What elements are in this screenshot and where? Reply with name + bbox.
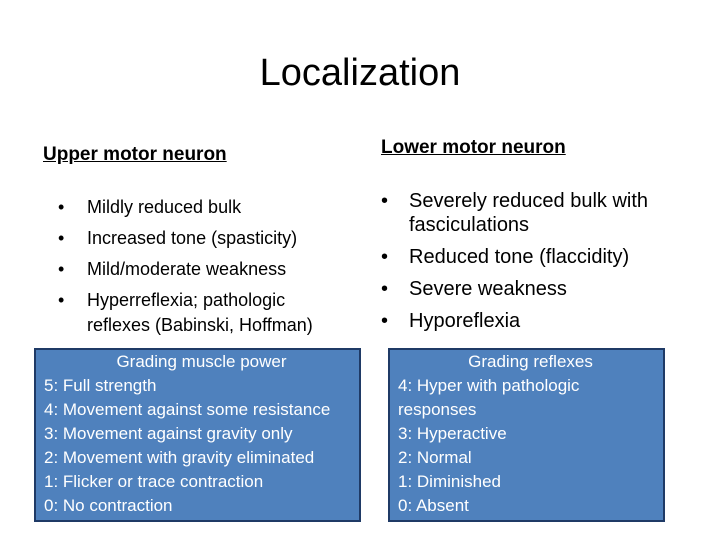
list-item — [58, 254, 358, 285]
grade-line: 3: Movement against gravity only — [44, 424, 293, 443]
grade-line: 0: Absent — [398, 496, 469, 515]
list-item-text: Severely reduced bulk with fasciculations — [409, 190, 649, 236]
list-item — [58, 223, 358, 254]
list-item — [58, 285, 358, 339]
list-item-text: Mild/moderate weakness — [87, 259, 287, 279]
grade-line: 1: Diminished — [398, 472, 501, 491]
grade-line: 4: Movement against some resistance — [44, 400, 331, 419]
list-item-text: Reduced tone (flaccidity) — [409, 246, 630, 268]
grade-line: 3: Hyperactive — [398, 424, 507, 443]
upper-motor-neuron-heading: Upper motor neuron — [43, 144, 227, 165]
list-item — [381, 245, 681, 269]
bullet-icon: • — [381, 190, 389, 212]
list-item-text: Severe weakness — [409, 278, 567, 300]
grade-line: 5: Full strength — [44, 376, 157, 395]
list-item-text-continued: reflexes (Babinski, Hoffman) — [87, 315, 313, 335]
bullet-icon: • — [58, 228, 65, 248]
grade-line: 4: Hyper with pathologic — [398, 376, 580, 395]
lower-motor-neuron-heading: Lower motor neuron — [381, 137, 566, 158]
bullet-icon: • — [58, 197, 65, 217]
box-title: Grading reflexes — [468, 352, 593, 371]
bullet-icon: • — [58, 290, 65, 310]
bullet-icon: • — [381, 278, 389, 300]
grade-line: 2: Movement with gravity eliminated — [44, 448, 315, 467]
upper-motor-neuron-list — [58, 192, 358, 339]
reflex-grading-box — [388, 348, 665, 522]
box-title: Grading muscle power — [116, 352, 287, 371]
list-item — [381, 189, 681, 237]
grade-line: 0: No contraction — [44, 496, 173, 515]
slide-title: Localization — [259, 52, 461, 94]
list-item — [58, 192, 358, 223]
list-item — [381, 309, 681, 333]
bullet-icon: • — [58, 259, 65, 279]
bullet-icon: • — [381, 310, 389, 332]
grade-line: 2: Normal — [398, 448, 472, 467]
bullet-icon: • — [381, 246, 389, 268]
list-item-text: Increased tone (spasticity) — [87, 228, 298, 248]
grade-line: 1: Flicker or trace contraction — [44, 472, 264, 491]
list-item-text: Mildly reduced bulk — [87, 197, 242, 217]
list-item-text: Hyporeflexia — [409, 310, 521, 332]
list-item-text: Hyperreflexia; pathologic — [87, 290, 286, 310]
lower-motor-neuron-list — [381, 189, 681, 341]
list-item — [381, 277, 681, 301]
muscle-power-grading-box — [34, 348, 361, 522]
grade-line: responses — [398, 400, 477, 419]
